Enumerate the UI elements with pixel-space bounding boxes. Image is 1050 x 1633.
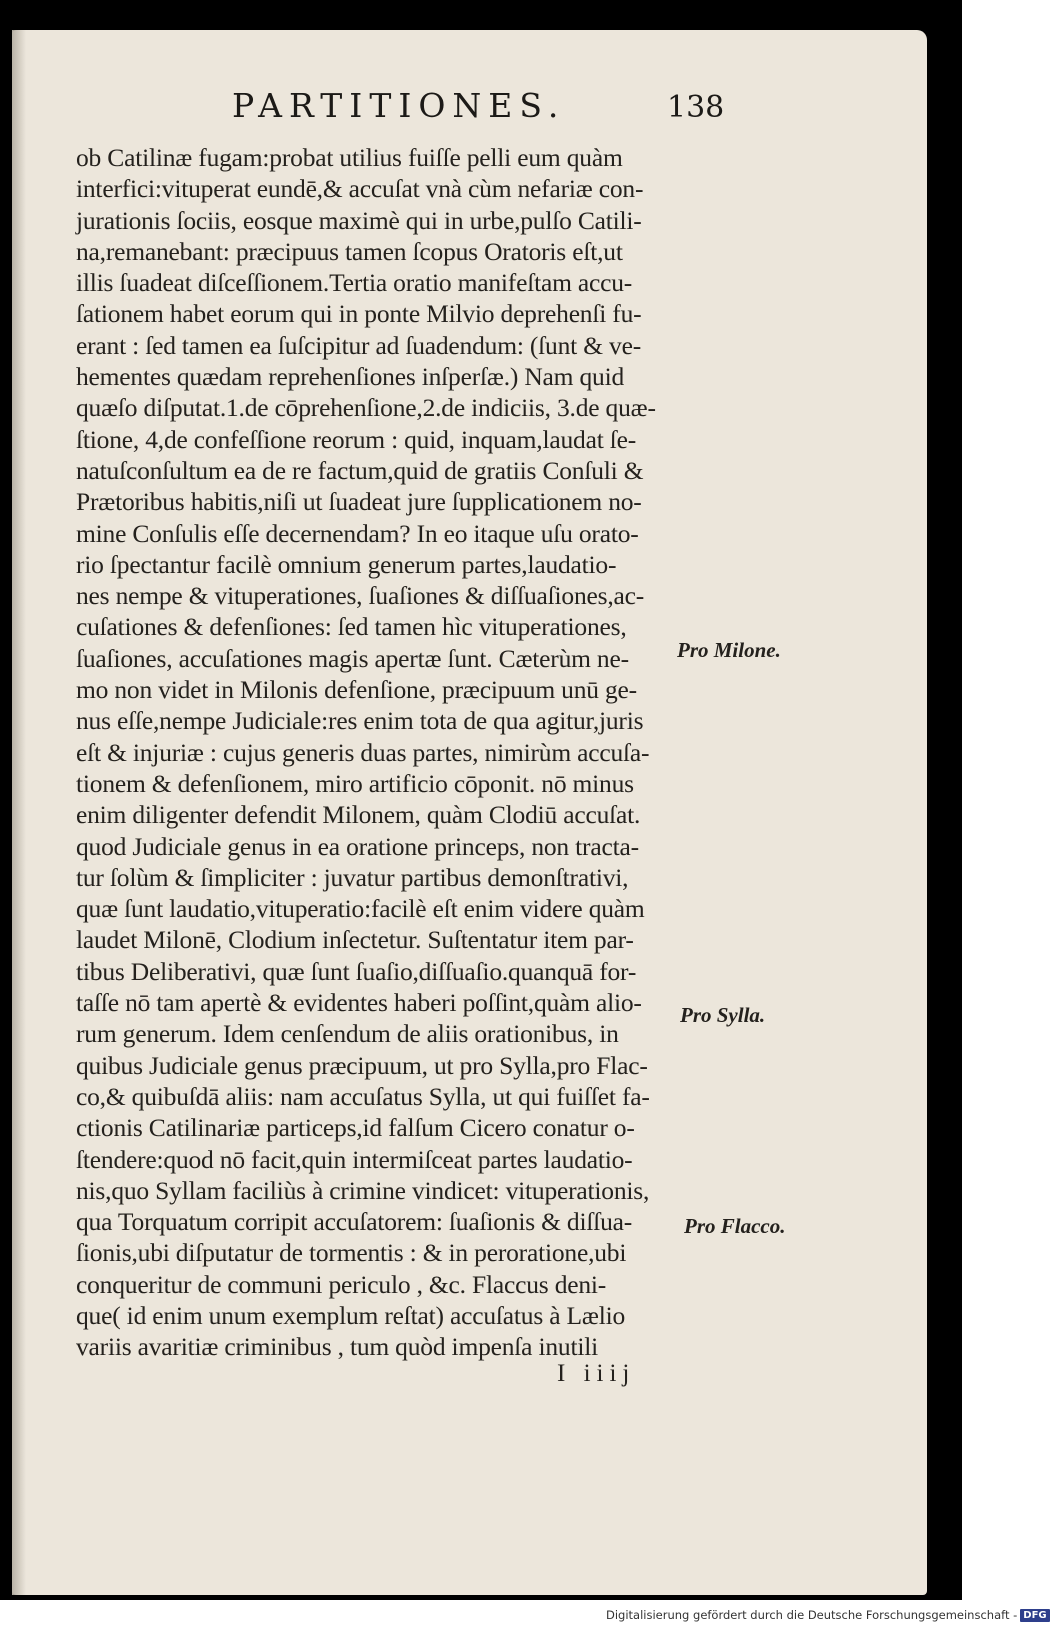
body-text <box>76 142 716 1363</box>
text-line: eſt & injuriæ : cujus generis duas partes, nimirùm accuſa- <box>76 737 650 767</box>
text-line: rum generum. Idem cenſendum de aliis orationibus, in <box>76 1019 619 1049</box>
running-head: PARTITIONES. <box>232 86 566 125</box>
footer-credit-text: Digitalisierung gefördert durch die Deutsche Forschungsgemeinschaft - <box>606 1608 1018 1622</box>
page-edge-shadow <box>12 30 26 1595</box>
text-line: quæ ſunt laudatio,vituperatio:facilè eſt enim videre quàm <box>76 894 645 924</box>
text-line: tur ſolùm & ſimpliciter : juvatur partibus demonſtrativi, <box>76 862 629 892</box>
text-line: enim diligenter defendit Milonem, quàm Clodiū accuſat. <box>76 800 641 830</box>
text-line: ſtendere:quod nō facit,quin intermiſceat partes laudatio- <box>76 1144 633 1174</box>
text-line: natuſconſultum ea de re factum,quid de gratiis Conſuli & <box>76 455 644 485</box>
text-line: variis avaritiæ criminibus , tum quòd impenſa inutili <box>76 1332 598 1362</box>
text-line: nus eſſe,nempe Judiciale:res enim tota de qua agitur,juris <box>76 706 644 736</box>
margin-note-pro-flacco: Pro Flacco. <box>684 1214 786 1238</box>
dfg-logo: DFG <box>1020 1609 1049 1622</box>
text-line: cuſationes & defenſiones: ſed tamen hìc vituperationes, <box>76 612 627 642</box>
text-line: mine Conſulis eſſe decernendam? In eo itaque uſu orato- <box>76 518 639 548</box>
margin-note-pro-sylla: Pro Sylla. <box>680 1003 766 1027</box>
text-line: quod Judiciale genus in ea oratione princeps, non tracta- <box>76 831 639 861</box>
text-line: laudet Milonē, Clodium inſectetur. Suſtentatur item par- <box>76 925 634 955</box>
text-line: ob Catilinæ fugam:probat utilius fuiſſe pelli eum quàm <box>76 143 623 172</box>
text-line: illis ſuadeat diſceſſionem.Tertia oratio manifeſtam accu- <box>76 268 633 298</box>
text-line: ſionis,ubi diſputatur de tormentis : & in peroratione,ubi <box>76 1238 627 1268</box>
text-line: que( id enim unum exemplum reſtat) accuſatus à Lælio <box>76 1300 626 1330</box>
text-line: tibus Deliberativi, quæ ſunt ſuaſio,diſſuaſio.quanquā for- <box>76 956 637 986</box>
text-line: ſtione, 4,de confeſſione reorum : quid, inquam,laudat ſe- <box>76 424 637 454</box>
margin-note-pro-milone: Pro Milone. <box>677 638 781 662</box>
text-line: taſſe nō tam apertè & evidentes haberi poſſint,quàm alio- <box>76 988 642 1018</box>
text-line: Prætoribus habitis,niſi ut ſuadeat jure ſupplicationem no- <box>76 487 642 517</box>
text-line: interfici:vituperat eundē,& accuſat vnà cùm nefariæ con- <box>76 174 644 204</box>
text-line: mo non videt in Milonis defenſione, præcipuum unū ge- <box>76 675 637 705</box>
text-line: quæſo diſputat.1.de cōprehenſione,2.de indiciis, 3.de quæ- <box>76 393 656 423</box>
text-line: tionem & defenſionem, miro artificio cōponit. nō minus <box>76 768 634 798</box>
text-line: nis,quo Syllam faciliùs à crimine vindicet: vituperationis, <box>76 1175 650 1205</box>
text-line: co,& quibuſdā aliis: nam accuſatus Sylla, ut qui fuiſſet fa- <box>76 1081 650 1111</box>
text-line: conqueritur de communi periculo , &c. Flaccus deni- <box>76 1269 607 1299</box>
text-line: ſuaſiones, accuſationes magis apertæ ſunt. Cæterùm ne- <box>76 643 629 673</box>
text-line: qua Torquatum corripit accuſatorem: ſuaſionis & diſſua- <box>76 1207 633 1237</box>
signature-mark: I iiij <box>557 1360 636 1387</box>
text-line: jurationis ſociis, eosque maximè qui in urbe,pulſo Catili- <box>76 205 642 235</box>
book-page <box>12 30 927 1595</box>
page-number: 138 <box>667 90 725 125</box>
digitization-footer <box>606 1608 1050 1622</box>
text-line: quibus Judiciale genus præcipuum, ut pro Sylla,pro Flac- <box>76 1050 648 1080</box>
text-line: ctionis Catilinariæ particeps,id falſum Cicero conatur o- <box>76 1113 635 1143</box>
text-line: nes nempe & vituperationes, ſuaſiones & diſſuaſiones,ac- <box>76 581 645 611</box>
text-line: ſationem habet eorum qui in ponte Milvio deprehenſi fu- <box>76 299 642 329</box>
text-line: rio ſpectantur facilè omnium generum partes,laudatio- <box>76 549 617 579</box>
text-line: hementes quædam reprehenſiones inſperſæ.) Nam quid <box>76 362 625 392</box>
text-line: erant : ſed tamen ea ſuſcipitur ad ſuadendum: (ſunt & ve- <box>76 330 641 360</box>
text-line: na,remanebant: præcipuus tamen ſcopus Oratoris eſt,ut <box>76 236 623 266</box>
